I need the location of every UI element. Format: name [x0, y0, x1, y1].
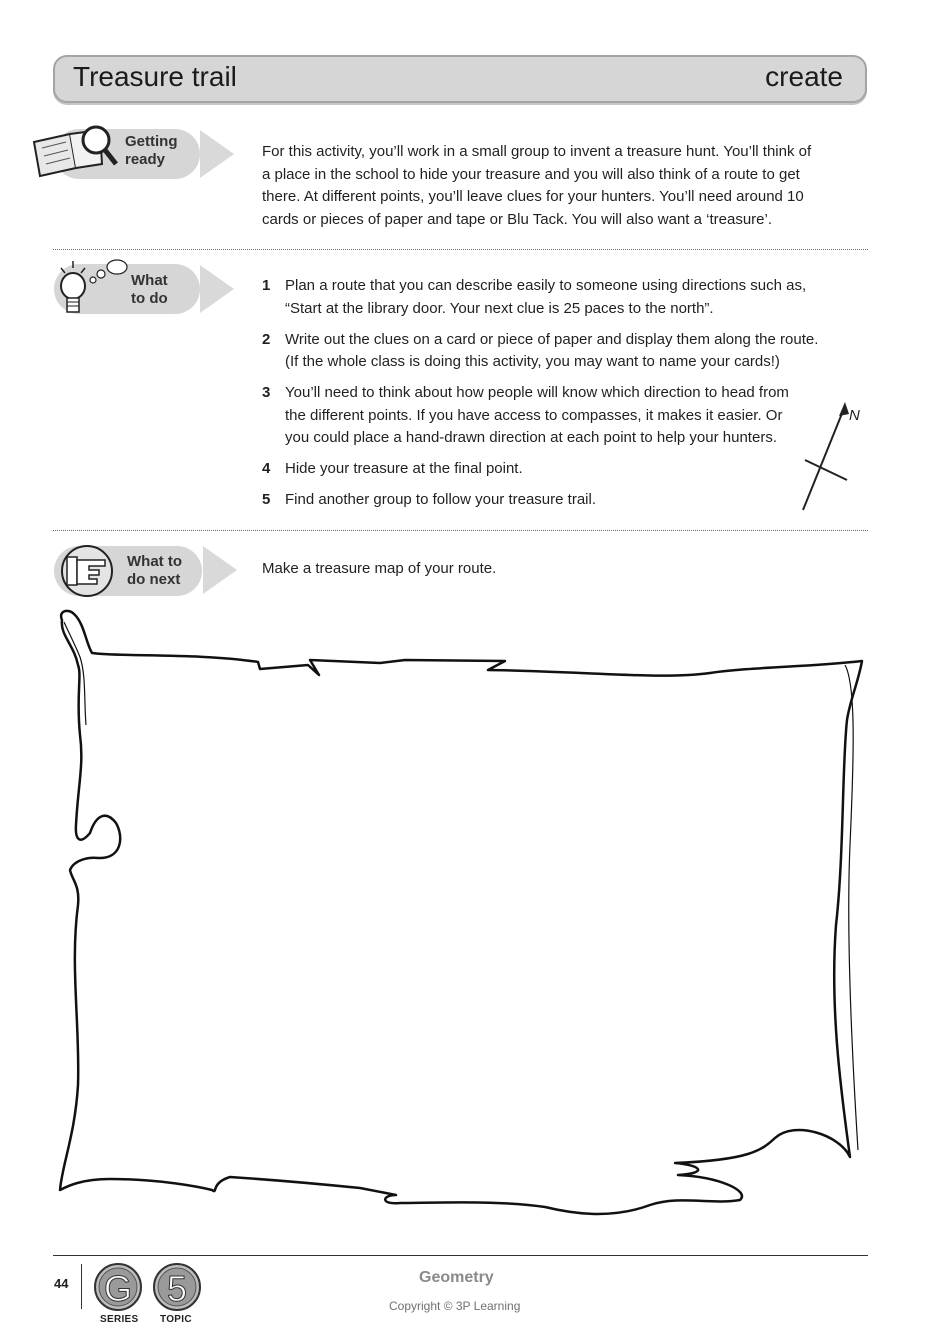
treasure-map-scroll-outline: [50, 605, 880, 1245]
step-text-line: “Start at the library door. Your next clue is 25 paces to the north”.: [285, 299, 714, 317]
step-item: [262, 458, 862, 481]
step-text-line: the different points. If you have access to compasses, it makes it easier. Or: [285, 406, 783, 424]
pointing-hand-icon: [57, 544, 121, 598]
step-text-line: Find another group to follow your treasure trail.: [285, 491, 596, 508]
getting-ready-line: For this activity, you’ll work in a small group to invent a treasure hunt. You’ll think of: [262, 143, 812, 160]
what-to-do-label-line1: What: [131, 272, 168, 289]
page-number: 44: [54, 1276, 69, 1291]
badge-arrow-icon: [200, 265, 234, 313]
step-number: 5: [262, 491, 271, 508]
lightbulb-icon: [55, 256, 130, 326]
step-number: 2: [262, 330, 271, 348]
series-label: SERIES: [100, 1314, 139, 1325]
step-item: [262, 329, 862, 374]
topic-number: 5: [166, 1268, 188, 1309]
footer-subject: Geometry: [419, 1269, 494, 1286]
what-to-do-next-label-line1: What to: [127, 553, 182, 570]
compass-north-label: N: [849, 407, 860, 424]
getting-ready-label: [125, 133, 178, 169]
what-to-do-label: [131, 272, 168, 308]
badge-arrow-icon: [200, 130, 234, 178]
book-magnifier-icon: [30, 120, 120, 182]
step-number: 4: [262, 460, 271, 477]
series-topic-badges: [93, 1262, 205, 1314]
step-text-line: You’ll need to think about how people will know which direction to head from: [285, 384, 789, 401]
getting-ready-line: there. At different points, you’ll leave clues for your hunters. You’ll need around 10: [262, 188, 804, 205]
section-divider: [53, 530, 868, 531]
steps-list: [262, 275, 862, 520]
what-to-do-label-line2: to do: [131, 290, 168, 307]
footer-rule: [53, 1255, 868, 1256]
step-item: [262, 489, 862, 512]
activity-mode-label: create: [765, 61, 843, 92]
getting-ready-label-line2: ready: [125, 151, 166, 168]
compass-arrow-icon: [795, 400, 855, 515]
section-divider: [53, 249, 868, 250]
step-number: 3: [262, 384, 271, 401]
step-text-line: (If the whole class is doing this activity, you may want to name your cards!): [285, 353, 780, 370]
step-text-line: Write out the clues on a card or piece of paper and display them along the route.: [285, 330, 819, 348]
getting-ready-line: a place in the school to hide your treasure and you will also think of a route to get: [262, 165, 800, 183]
getting-ready-line: cards or pieces of paper and tape or Blu Tack. You will also want a ‘treasure’.: [262, 210, 773, 228]
badge-arrow-icon: [203, 546, 237, 594]
step-text-line: you could place a hand-drawn direction at each point to help your hunters.: [285, 429, 777, 446]
page-title: Treasure trail: [73, 61, 237, 92]
step-item: [262, 382, 862, 450]
step-text-line: Hide your treasure at the final point.: [285, 460, 523, 477]
what-to-do-next-label-line2: do next: [127, 571, 181, 588]
step-text-line: Plan a route that you can describe easily to someone using directions such as,: [285, 277, 807, 294]
topic-label: TOPIC: [160, 1314, 192, 1325]
series-letter: G: [103, 1268, 133, 1309]
footer-divider: [81, 1264, 82, 1309]
what-to-do-next-text: Make a treasure map of your route.: [262, 560, 497, 577]
step-number: 1: [262, 277, 271, 294]
footer-copyright: Copyright © 3P Learning: [389, 1299, 521, 1313]
title-bar: [53, 55, 867, 103]
what-to-do-next-label: [127, 553, 182, 589]
getting-ready-label-line1: Getting: [125, 133, 178, 150]
step-item: [262, 275, 862, 320]
getting-ready-text: [262, 141, 872, 231]
